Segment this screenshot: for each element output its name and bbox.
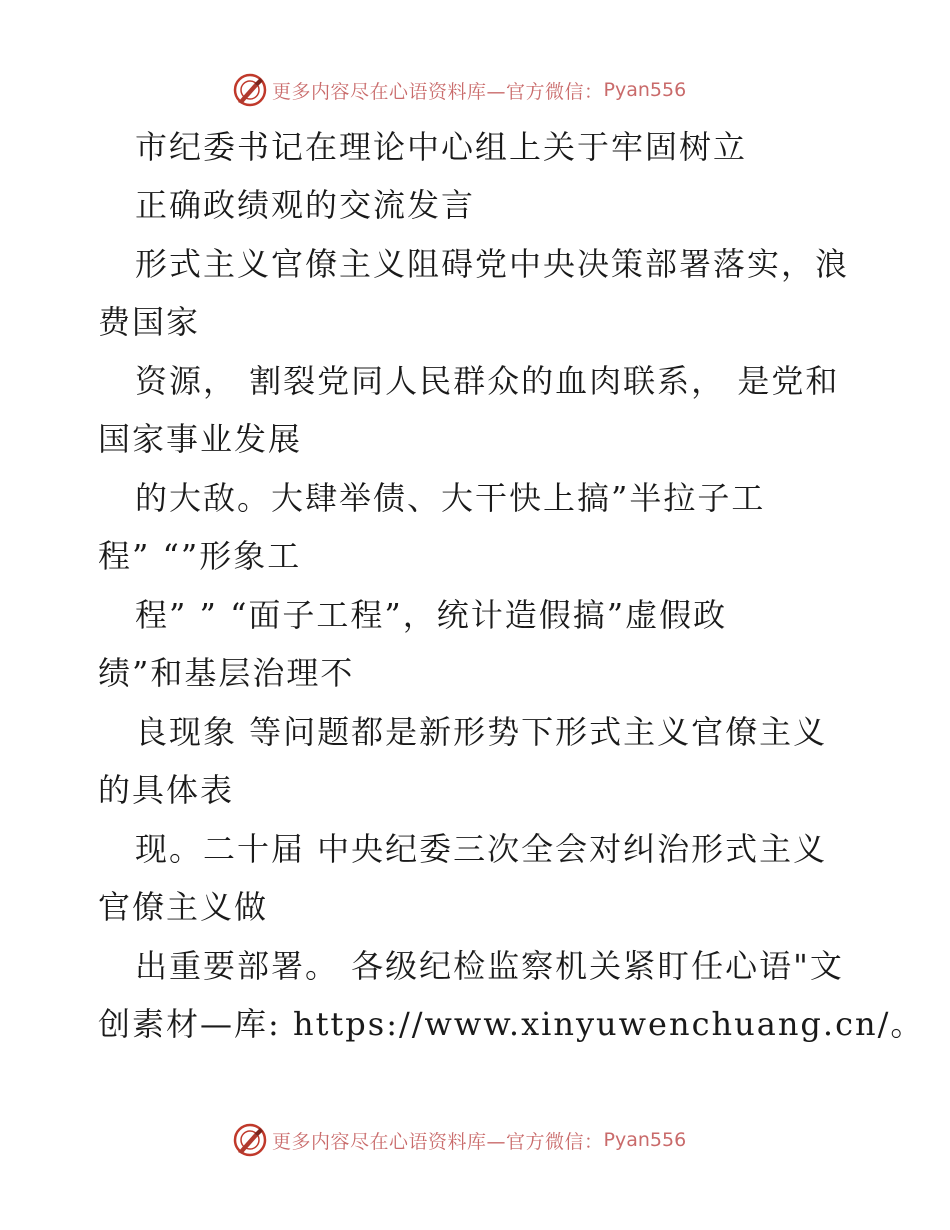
watermark-wechat-id: Pyan556 [603,79,687,101]
paragraph-line: 的大敌。大肆举债、大干快上搞”半拉子工 [135,479,766,517]
paragraph-line: 资源， 割裂党同人民群众的血肉联系， 是党和 [135,362,840,400]
paragraph-line: 绩”和基层治理不 [98,654,355,692]
paragraph-line: 现。二十届 中央纪委三次全会对纠治形式主义 [135,830,828,868]
watermark-banner-top [232,70,686,110]
paragraph-line-with-link: 创素材—库: https://www.xinyuwenchuang.cn/。 [98,1005,925,1043]
watermark-wechat-id: Pyan556 [603,1129,687,1151]
paragraph-line: 良现象 等问题都是新形势下形式主义官僚主义 [135,713,828,751]
paragraph-line: 的具体表 [98,771,235,809]
doc-title-line-1: 市纪委书记在理论中心组上关于牢固树立 [135,128,748,166]
watermark-text: 更多内容尽在心语资料库—官方微信： [272,1130,604,1153]
watermark-banner-bottom [232,1120,686,1160]
paragraph-line: 官僚主义做 [98,888,269,926]
paragraph-line: 出重要部署。 各级纪检监察机关紧盯任心语"文 [135,947,844,985]
paragraph-line: 国家事业发展 [98,420,303,458]
pen-logo-icon [232,1122,268,1158]
watermark-text: 更多内容尽在心语资料库—官方微信： [272,80,604,103]
doc-title-line-2: 正确政绩观的交流发言 [135,186,476,224]
paragraph-line: 程” ” “面子工程”，统计造假搞”虚假政 [135,596,728,634]
paragraph-line: 费国家 [98,303,201,341]
pen-logo-icon [232,72,268,108]
paragraph-line: 程” “”形象工 [98,537,302,575]
paragraph-line: 形式主义官僚主义阻碍党中央决策部署落实，浪 [135,245,850,283]
